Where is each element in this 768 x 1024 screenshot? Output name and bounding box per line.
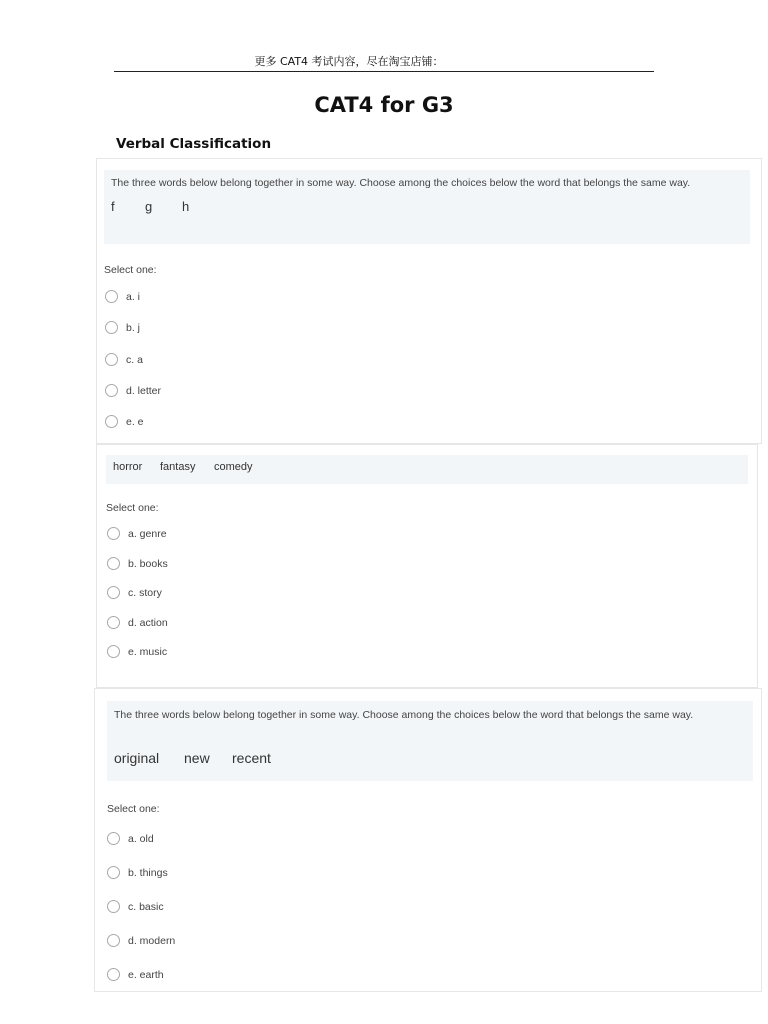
radio-button[interactable]	[107, 934, 120, 947]
radio-button[interactable]	[107, 900, 120, 913]
answer-option[interactable]	[107, 866, 168, 879]
question-prompt: The three words below belong together in some way. Choose among the choices below the word that belongs the same way.	[114, 709, 694, 721]
question-word: g	[145, 199, 153, 214]
question-card-2	[96, 444, 758, 688]
answer-option[interactable]	[107, 557, 168, 570]
radio-button[interactable]	[107, 527, 120, 540]
option-label: e. earth	[128, 968, 164, 981]
document-title: CAT4 for G3	[314, 93, 454, 117]
question-text-box	[107, 701, 753, 781]
radio-button[interactable]	[107, 645, 120, 658]
option-label: a. i	[126, 290, 141, 303]
radio-button[interactable]	[107, 832, 120, 845]
select-one-label: Select one:	[106, 502, 159, 514]
radio-button[interactable]	[105, 321, 118, 334]
option-label: a. genre	[128, 527, 167, 540]
radio-button[interactable]	[107, 586, 120, 599]
option-label: d. modern	[128, 934, 176, 947]
option-label: c. basic	[128, 900, 164, 913]
answer-option[interactable]	[107, 586, 162, 599]
option-label: c. story	[128, 586, 162, 599]
option-label: d. action	[128, 616, 168, 629]
question-prompt: The three words below belong together in some way. Choose among the choices below the word that belongs the same way.	[111, 177, 691, 189]
option-label: d. letter	[126, 384, 162, 397]
question-word: horror	[113, 461, 143, 473]
radio-button[interactable]	[107, 557, 120, 570]
option-label: e. e	[126, 415, 144, 428]
option-label: b. j	[126, 321, 141, 334]
question-word: new	[184, 750, 210, 766]
radio-button[interactable]	[105, 290, 118, 303]
section-heading: Verbal Classification	[116, 136, 272, 152]
answer-option[interactable]	[105, 353, 143, 366]
answer-option[interactable]	[107, 934, 175, 947]
question-text-box	[106, 455, 748, 484]
question-card-1	[96, 158, 762, 444]
header-divider	[114, 71, 654, 72]
question-word: fantasy	[160, 461, 196, 473]
question-word: h	[182, 199, 190, 214]
option-label: c. a	[126, 353, 143, 366]
question-text-box	[104, 170, 750, 244]
question-word: original	[114, 750, 160, 766]
option-label: b. things	[128, 866, 168, 879]
question-card-3	[94, 688, 762, 992]
answer-option[interactable]	[107, 968, 164, 981]
answer-option[interactable]	[107, 645, 167, 658]
question-word: comedy	[214, 461, 253, 473]
select-one-label: Select one:	[104, 264, 157, 276]
answer-option[interactable]	[105, 384, 161, 397]
answer-option[interactable]	[107, 900, 164, 913]
answer-option[interactable]	[107, 527, 167, 540]
answer-option[interactable]	[105, 415, 144, 428]
option-label: e. music	[128, 645, 168, 658]
radio-button[interactable]	[105, 353, 118, 366]
radio-button[interactable]	[107, 968, 120, 981]
select-one-label: Select one:	[107, 803, 160, 815]
question-word: recent	[232, 750, 271, 766]
option-label: b. books	[128, 557, 168, 570]
radio-button[interactable]	[107, 616, 120, 629]
header-note: 更多 CAT4 考试内容，尽在淘宝店铺：	[254, 55, 444, 68]
answer-option[interactable]	[105, 321, 140, 334]
answer-option[interactable]	[107, 832, 154, 845]
radio-button[interactable]	[105, 415, 118, 428]
radio-button[interactable]	[107, 866, 120, 879]
option-label: a. old	[128, 832, 154, 845]
question-word: f	[111, 199, 115, 214]
answer-option[interactable]	[105, 290, 140, 303]
answer-option[interactable]	[107, 616, 168, 629]
radio-button[interactable]	[105, 384, 118, 397]
